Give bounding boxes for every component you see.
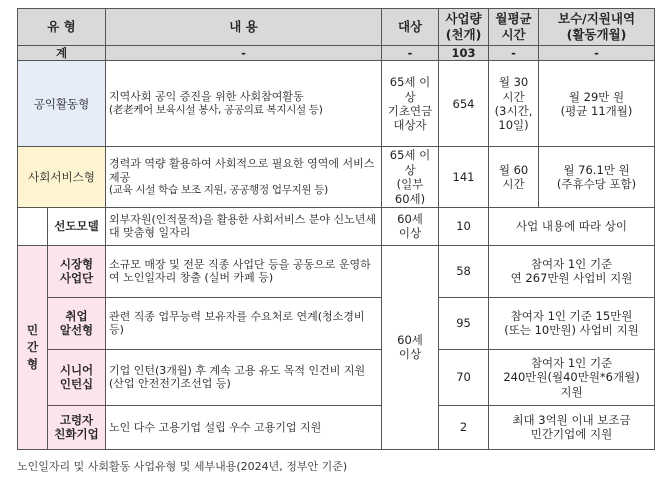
total-row xyxy=(18,46,655,61)
program-table xyxy=(17,8,655,450)
pay-market: 참여자 1인 기준 연 267만원 사업비 지원 xyxy=(489,245,655,297)
type-private: 민 간 형 xyxy=(18,245,48,449)
row-pioneer xyxy=(18,207,655,245)
content-public-sub: (老老케어 보육시설 봉사, 공공의료 복지시설 등) xyxy=(109,104,323,117)
pioneer-spacer xyxy=(18,207,48,245)
pay-intern: 참여자 1인 기준 240만원(월40만원*6개월) 지원 xyxy=(489,349,655,405)
type-public: 공익활동형 xyxy=(18,61,106,147)
header-target: 대상 xyxy=(382,9,439,46)
total-label: 계 xyxy=(18,46,106,61)
target-pioneer: 60세 이상 xyxy=(382,207,439,245)
header-content: 내 용 xyxy=(106,9,382,46)
program-table-wrapper xyxy=(17,8,654,450)
target-public: 65세 이상 기초연금 대상자 xyxy=(382,61,439,147)
content-social-sub: (교육 시설 학습 보조 지원, 공공행정 업무지원 등) xyxy=(109,184,328,197)
row-placement xyxy=(18,297,655,349)
type-pioneer: 선도모델 xyxy=(48,207,106,245)
volume-friendly: 2 xyxy=(439,405,489,449)
total-hours: - xyxy=(489,46,539,61)
total-target: - xyxy=(382,46,439,61)
content-intern: 기업 인턴(3개월) 후 계속 고용 유도 목적 인건비 지원 (산업 안전전기조선업 등) xyxy=(106,349,382,405)
total-volume: 103 xyxy=(439,46,489,61)
content-pioneer: 외부자원(인적물적)을 활용한 사회서비스 분야 신노년세대 맞춤형 일자리 xyxy=(106,207,382,245)
row-friendly xyxy=(18,405,655,449)
total-pay: - xyxy=(539,46,655,61)
type-friendly: 고령자 친화기업 xyxy=(48,405,106,449)
content-social-main: 경력과 역량 활용하여 사회적으로 필요한 영역에 서비스 제공 xyxy=(109,156,375,184)
total-content: - xyxy=(106,46,382,61)
target-social: 65세 이상 (일부 60세) xyxy=(382,147,439,208)
row-social xyxy=(18,147,655,208)
header-pay: 보수/지원내역 (활동개월) xyxy=(539,9,655,46)
volume-public: 654 xyxy=(439,61,489,147)
row-public xyxy=(18,61,655,147)
content-public-main: 지역사회 공익 증진을 위한 사회참여활동 xyxy=(109,90,304,104)
hours-social: 월 60 시간 xyxy=(489,147,539,208)
pay-friendly: 최대 3억원 이내 보조금 민간기업에 지원 xyxy=(489,405,655,449)
content-social xyxy=(106,147,382,208)
row-market xyxy=(18,245,655,297)
volume-social: 141 xyxy=(439,147,489,208)
pay-pioneer: 사업 내용에 따라 상이 xyxy=(489,207,655,245)
table-caption: 노인일자리 및 사회활동 사업유형 및 세부내용(2024년, 정부안 기준) xyxy=(17,460,348,473)
type-intern: 시니어 인턴십 xyxy=(48,349,106,405)
content-public xyxy=(106,61,382,147)
volume-market: 58 xyxy=(439,245,489,297)
pay-public: 월 29만 원 (평균 11개월) xyxy=(539,61,655,147)
content-placement: 관련 직종 업무능력 보유자를 수요처로 연계(청소경비 등) xyxy=(106,297,382,349)
hours-public: 월 30 시간 (3시간, 10일) xyxy=(489,61,539,147)
header-type: 유 형 xyxy=(18,9,106,46)
volume-placement: 95 xyxy=(439,297,489,349)
header-hours: 월평균 시간 xyxy=(489,9,539,46)
volume-intern: 70 xyxy=(439,349,489,405)
pay-placement: 참여자 1인 기준 15만원 (또는 10만원) 사업비 지원 xyxy=(489,297,655,349)
target-private: 60세 이상 xyxy=(382,245,439,449)
type-placement: 취업 알선형 xyxy=(48,297,106,349)
type-market: 시장형 사업단 xyxy=(48,245,106,297)
volume-pioneer: 10 xyxy=(439,207,489,245)
type-social: 사회서비스형 xyxy=(18,147,106,208)
header-volume: 사업량 (천개) xyxy=(439,9,489,46)
row-intern xyxy=(18,349,655,405)
content-friendly: 노인 다수 고용기업 설립 우수 고용기업 지원 xyxy=(106,405,382,449)
header-row xyxy=(18,9,655,46)
content-market: 소규모 매장 및 전문 직종 사업단 등을 공동으로 운영하여 노인일자리 창출 (실버 카페 등) xyxy=(106,245,382,297)
pay-social: 월 76.1만 원 (주휴수당 포함) xyxy=(539,147,655,208)
